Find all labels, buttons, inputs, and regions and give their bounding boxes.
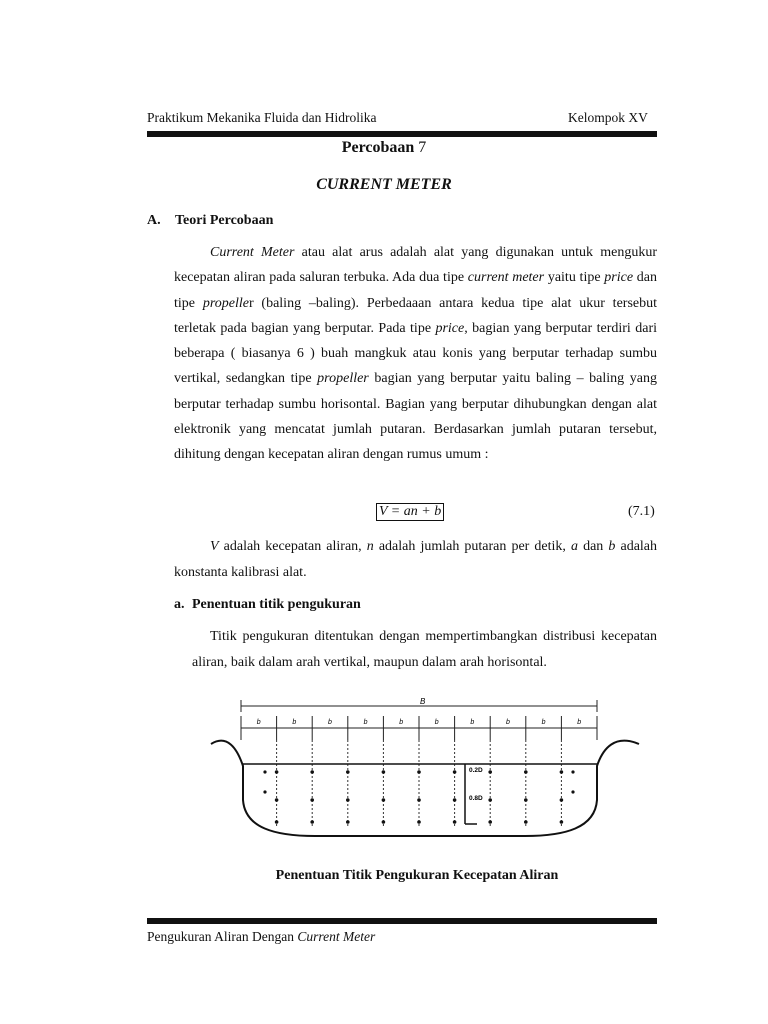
segment-label: b bbox=[399, 719, 404, 726]
measurement-point bbox=[310, 798, 314, 802]
subsection-label: a. bbox=[174, 597, 185, 612]
segment-label: b bbox=[256, 719, 261, 726]
formula-explanation bbox=[174, 534, 657, 586]
var-a: a bbox=[571, 539, 579, 554]
header-title: Praktikum Mekanika Fluida dan Hidrolika bbox=[147, 110, 377, 125]
term-price: price bbox=[435, 320, 465, 336]
label-0-8d: 0.8D bbox=[469, 795, 483, 802]
text-run: adalah konstanta kalibrasi alat. bbox=[174, 539, 658, 580]
experiment-label: Percobaan bbox=[341, 139, 415, 156]
segment-label: b bbox=[292, 719, 297, 726]
footer-text bbox=[147, 929, 375, 945]
label-0-2d: 0.2D bbox=[469, 767, 483, 774]
segment-label: b bbox=[328, 719, 332, 726]
main-paragraph bbox=[174, 240, 657, 468]
subsection-title: Penentuan titik pengukuran bbox=[192, 597, 361, 612]
experiment-title bbox=[0, 139, 768, 157]
measurement-point bbox=[560, 820, 564, 824]
measurement-point bbox=[453, 770, 457, 774]
segment-label: b bbox=[470, 719, 475, 726]
measurement-point bbox=[417, 798, 421, 802]
segment-label: b bbox=[434, 719, 439, 726]
measurement-point bbox=[310, 770, 314, 774]
text-run: dan bbox=[578, 539, 609, 554]
segment-label: b bbox=[363, 719, 368, 726]
subsection-heading bbox=[174, 597, 361, 613]
measurement-point bbox=[524, 770, 528, 774]
segment-label: b bbox=[577, 719, 582, 726]
section-heading bbox=[147, 213, 273, 229]
measurement-point bbox=[275, 820, 279, 824]
experiment-number: 7 bbox=[418, 139, 427, 156]
equation-number: (7.1) bbox=[628, 504, 655, 519]
measurement-point bbox=[560, 798, 564, 802]
measurement-point bbox=[524, 820, 528, 824]
measurement-point bbox=[263, 770, 266, 773]
experiment-subtitle: CURRENT METER bbox=[316, 176, 452, 193]
measurement-point bbox=[382, 798, 386, 802]
segment-label: b bbox=[541, 719, 546, 726]
measurement-point bbox=[488, 770, 492, 774]
text-run: yaitu tipe bbox=[544, 270, 605, 286]
section-label: A. bbox=[147, 213, 161, 228]
measurement-point bbox=[346, 798, 350, 802]
measurement-point bbox=[488, 820, 492, 824]
text-run: atau alat arus adalah alat yang digunakan untuk mengukur kecepatan aliran pada saluran terbuka. Ada dua tipe bbox=[174, 245, 657, 286]
figure-caption: Penentuan Titik Pengukuran Kecepatan Aliran bbox=[275, 868, 559, 883]
measurement-point bbox=[453, 798, 457, 802]
section-title: Teori Percobaan bbox=[175, 213, 274, 228]
term-propeller: propelle bbox=[202, 295, 249, 311]
measurement-point bbox=[417, 770, 421, 774]
measurement-point bbox=[524, 798, 528, 802]
header-group: Kelompok XV bbox=[568, 110, 648, 125]
measurement-point bbox=[453, 820, 457, 824]
measurement-point bbox=[263, 790, 266, 793]
segment-label: b bbox=[506, 719, 510, 726]
text-run: adalah kecepatan aliran, bbox=[218, 539, 367, 554]
text-run: dan tipe bbox=[174, 270, 657, 311]
subsection-paragraph: Titik pengukuran ditentukan dengan mempertimbangkan distribusi kecepatan aliran, baik dalam arah vertikal, maupun dalam arah horisontal. bbox=[192, 629, 657, 670]
formula-box: V = an + b bbox=[376, 503, 444, 521]
label-b-width: B bbox=[420, 697, 426, 706]
footer-rule bbox=[147, 918, 657, 924]
var-b: b bbox=[608, 539, 616, 554]
channel-cross-section-figure bbox=[205, 688, 645, 858]
measurement-point bbox=[488, 798, 492, 802]
measurement-point bbox=[275, 770, 279, 774]
text-run: , bagian yang berputar terdiri dari beberapa ( biasanya 6 ) buah mangkuk atau konis yang berputar terhadap sumbu vertikal, sedangkan tipe bbox=[174, 320, 657, 387]
footer-prefix: Pengukuran Aliran Dengan bbox=[147, 929, 298, 944]
var-v: V bbox=[210, 539, 219, 554]
measurement-point bbox=[346, 820, 350, 824]
measurement-point bbox=[560, 770, 564, 774]
measurement-point bbox=[571, 770, 574, 773]
text-run: r (baling –baling). Perbedaaan antara kedua tipe alat ukur tersebut terletak pada bagian yang berputar. Pada tipe bbox=[174, 295, 658, 336]
measurement-point bbox=[571, 790, 574, 793]
term-price: price bbox=[604, 270, 634, 286]
measurement-point bbox=[275, 798, 279, 802]
text-run: bagian yang berputar yaitu baling – baling yang berputar terhadap sumbu horisontal. Bagian yang berputar dihubungkan dengan alat elektronik yang mencatat jumlah putaran. Berdasarkan jumlah putaran tersebut, dihitung dengan kecepatan aliran dengan rumus umum : bbox=[174, 371, 657, 463]
measurement-point bbox=[382, 820, 386, 824]
measurement-point bbox=[346, 770, 350, 774]
text-run: adalah jumlah putaran per detik, bbox=[373, 539, 572, 554]
measurement-point bbox=[382, 770, 386, 774]
header-rule bbox=[147, 131, 657, 137]
term-current-meter: Current Meter bbox=[210, 245, 295, 260]
measurement-point bbox=[310, 820, 314, 824]
footer-italic: Current Meter bbox=[297, 929, 376, 944]
measurement-point bbox=[417, 820, 421, 824]
var-n: n bbox=[366, 539, 374, 554]
term-current-meter-lower: current meter bbox=[467, 270, 545, 286]
term-propeller: propeller bbox=[317, 371, 369, 387]
